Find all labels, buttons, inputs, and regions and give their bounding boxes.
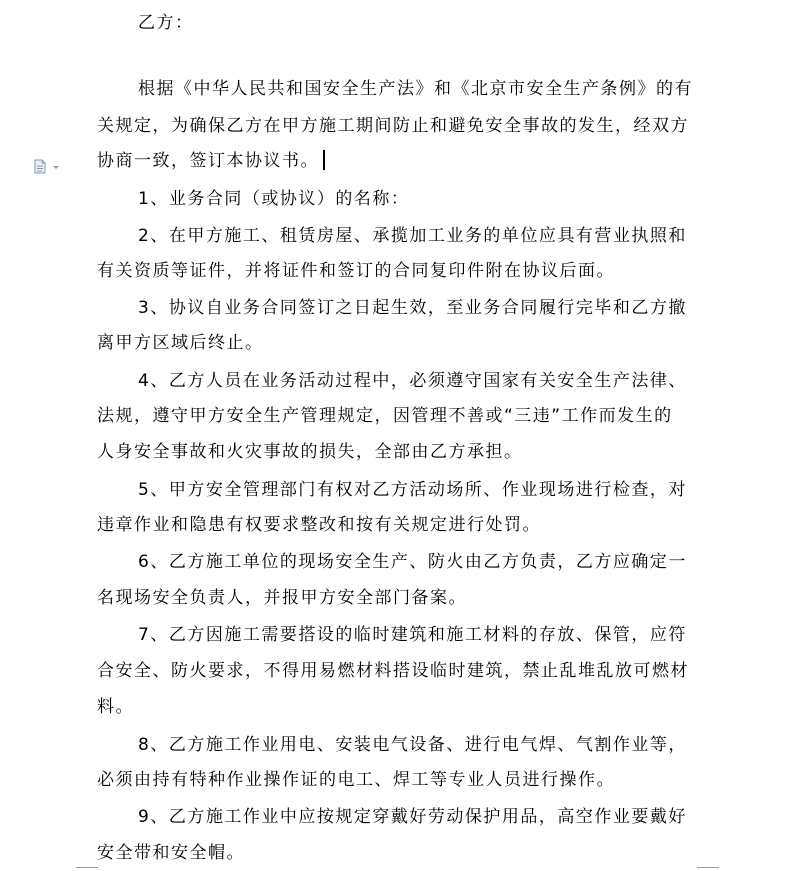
doc-line-12: 人身安全事故和火灾事故的损失，全部由乙方承担。 xyxy=(97,442,523,462)
doc-line-23: 安全带和安全帽。 xyxy=(97,843,245,863)
doc-line-10: 4、乙方人员在业务活动过程中，必须遵守国家有关安全生产法律、 xyxy=(138,371,687,391)
doc-line-11: 法规，遵守甲方安全生产管理规定，因管理不善或“三违”工作而发生的 xyxy=(97,406,673,426)
doc-line-20: 8、乙方施工作业用电、安装电气设备、进行电气焊、气割作业等， xyxy=(138,735,687,755)
doc-line-7: 有关资质等证件，并将证件和签订的合同复印件附在协议后面。 xyxy=(97,261,615,281)
paste-options-icon xyxy=(33,158,61,174)
doc-line-15: 6、乙方施工单位的现场安全生产、防火由乙方负责，乙方应确定一 xyxy=(138,552,687,572)
doc-line-4-text: 协商一致，签订本协议书。 xyxy=(97,151,319,171)
doc-line-2: 根据《中华人民共和国安全生产法》和《北京市安全生产条例》的有 xyxy=(138,79,693,99)
text-cursor xyxy=(323,150,325,170)
page-corner-mark-left xyxy=(76,867,98,871)
doc-line-22: 9、乙方施工作业中应按规定穿戴好劳动保护用品，高空作业要戴好 xyxy=(138,807,687,827)
doc-line-16: 名现场安全负责人，并报甲方安全部门备案。 xyxy=(97,588,467,608)
doc-line-17: 7、乙方因施工需要搭设的临时建筑和施工材料的存放、保管，应符 xyxy=(138,625,687,645)
chevron-down-icon xyxy=(53,166,59,169)
doc-line-19: 料。 xyxy=(97,697,134,717)
paste-options-button[interactable] xyxy=(33,158,61,174)
doc-line-9: 离甲方区域后终止。 xyxy=(97,333,264,353)
doc-line-13: 5、甲方安全管理部门有权对乙方活动场所、作业现场进行检查，对 xyxy=(138,480,687,500)
doc-line-21: 必须由持有特种作业操作证的电工、焊工等专业人员进行操作。 xyxy=(97,770,615,790)
doc-line-4 xyxy=(97,150,325,172)
page-corner-mark-right xyxy=(697,867,719,871)
doc-line-14: 违章作业和隐患有权要求整改和按有关规定进行处罚。 xyxy=(97,515,541,535)
doc-line-5: 1、业务合同（或协议）的名称： xyxy=(138,189,410,209)
doc-line-3: 关规定，为确保乙方在甲方施工期间防止和避免安全事故的发生，经双方 xyxy=(97,116,689,136)
doc-line-1: 乙方： xyxy=(138,13,194,33)
doc-line-18: 合安全、防火要求，不得用易燃材料搭设临时建筑，禁止乱堆乱放可燃材 xyxy=(97,661,689,681)
doc-line-6: 2、在甲方施工、租赁房屋、承揽加工业务的单位应具有营业执照和 xyxy=(138,226,687,246)
doc-line-8: 3、协议自业务合同签订之日起生效，至业务合同履行完毕和乙方撤 xyxy=(138,298,687,318)
